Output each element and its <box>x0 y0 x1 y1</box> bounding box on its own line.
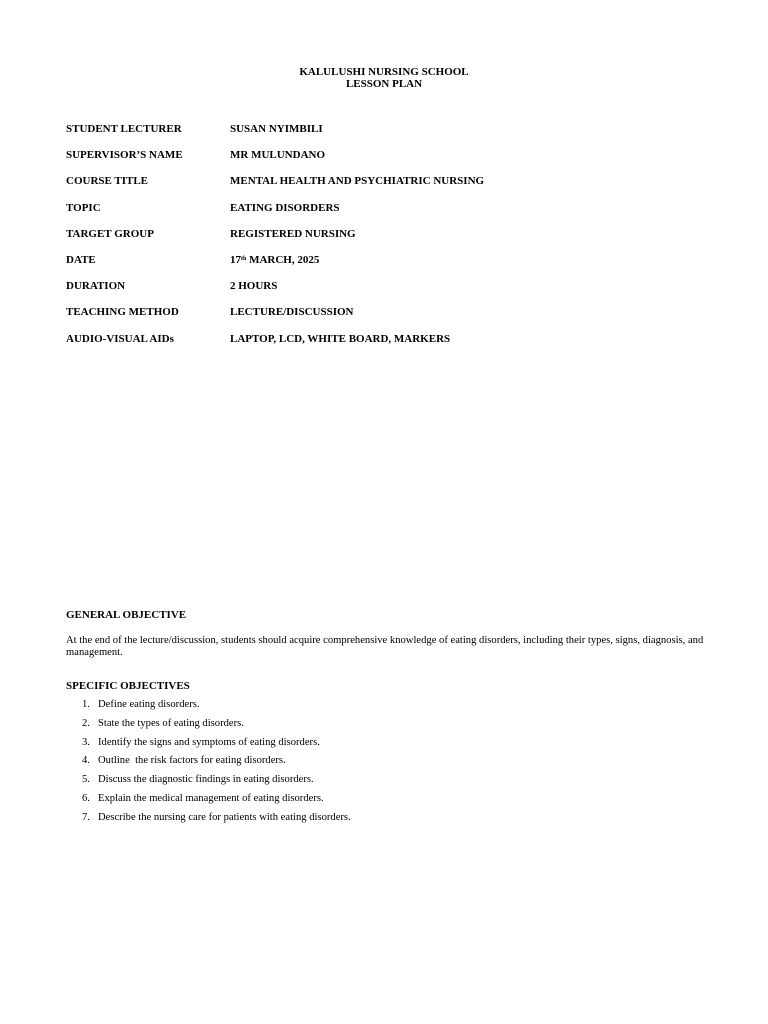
list-item-number: 6. <box>82 792 90 804</box>
list-item <box>66 755 706 774</box>
list-item-number: 2. <box>82 717 90 729</box>
info-label: DURATION <box>66 280 126 293</box>
info-value: EATING DISORDERS <box>230 201 340 214</box>
info-row-audio-visual-aids <box>66 333 706 359</box>
info-row-course-title <box>66 175 706 201</box>
info-label: AUDIO-VISUAL AIDs <box>66 332 174 345</box>
list-item-text: Discuss the diagnostic findings in eating disorders. <box>98 774 314 786</box>
list-item-number: 7. <box>82 811 90 823</box>
info-value: REGISTERED NURSING <box>230 227 356 240</box>
list-item <box>66 812 706 831</box>
info-value-date <box>230 254 319 267</box>
info-label: TEACHING METHOD <box>66 306 179 319</box>
info-value: LAPTOP, LCD, WHITE BOARD, MARKERS <box>230 332 451 345</box>
info-value: SUSAN NYIMBILI <box>230 123 323 135</box>
lesson-info-table <box>66 123 706 359</box>
info-row-target-group <box>66 228 706 254</box>
list-item-number: 1. <box>82 699 90 710</box>
specific-objectives-list <box>66 699 706 831</box>
info-row-date <box>66 254 706 280</box>
list-item-text: Describe the nursing care for patients with eating disorders. <box>98 811 351 823</box>
info-value: LECTURE/DISCUSSION <box>230 306 354 319</box>
specific-objectives-heading: SPECIFIC OBJECTIVES <box>66 680 190 692</box>
list-item <box>66 699 706 718</box>
list-item-text: Identify the signs and symptoms of eating disorders. <box>98 736 320 748</box>
info-value: 2 HOURS <box>230 280 278 293</box>
info-row-topic <box>66 202 706 228</box>
date-ordinal-suffix: th <box>241 255 247 262</box>
document-title: LESSON PLAN <box>345 78 423 90</box>
list-item-text: Define eating disorders. <box>98 699 200 710</box>
list-item-text: Explain the medical management of eating disorders. <box>98 792 324 804</box>
list-item-text: Outline the risk factors for eating disorders. <box>98 755 286 767</box>
list-item <box>66 737 706 756</box>
list-item <box>66 774 706 793</box>
info-row-student-lecturer <box>66 123 706 149</box>
info-label: TOPIC <box>66 201 101 214</box>
info-label: COURSE TITLE <box>66 175 149 188</box>
info-row-duration <box>66 280 706 306</box>
general-objective-text: At the end of the lecture/discussion, students should acquire comprehensive knowledge of eating disorders, including their types, signs, diagnosis, and management. <box>66 635 704 659</box>
info-row-teaching-method <box>66 306 706 332</box>
info-value: MR MULUNDANO <box>230 149 326 162</box>
info-label: TARGET GROUP <box>66 227 154 240</box>
date-month-year: MARCH, 2025 <box>246 253 320 266</box>
info-row-supervisor <box>66 149 706 175</box>
info-value: MENTAL HEALTH AND PSYCHIATRIC NURSING <box>230 175 485 188</box>
list-item <box>66 793 706 812</box>
list-item-number: 4. <box>82 755 90 767</box>
document-header <box>0 66 768 90</box>
school-name: KALULUSHI NURSING SCHOOL <box>299 66 469 78</box>
date-day: 17 <box>230 253 241 266</box>
list-item-number: 3. <box>82 736 90 748</box>
info-label: DATE <box>66 253 96 266</box>
general-objective-heading: GENERAL OBJECTIVE <box>66 609 187 621</box>
list-item-number: 5. <box>82 774 90 786</box>
list-item <box>66 718 706 737</box>
info-label: STUDENT LECTURER <box>66 123 182 135</box>
list-item-text: State the types of eating disorders. <box>98 717 244 729</box>
info-label: SUPERVISOR’S NAME <box>66 149 183 162</box>
